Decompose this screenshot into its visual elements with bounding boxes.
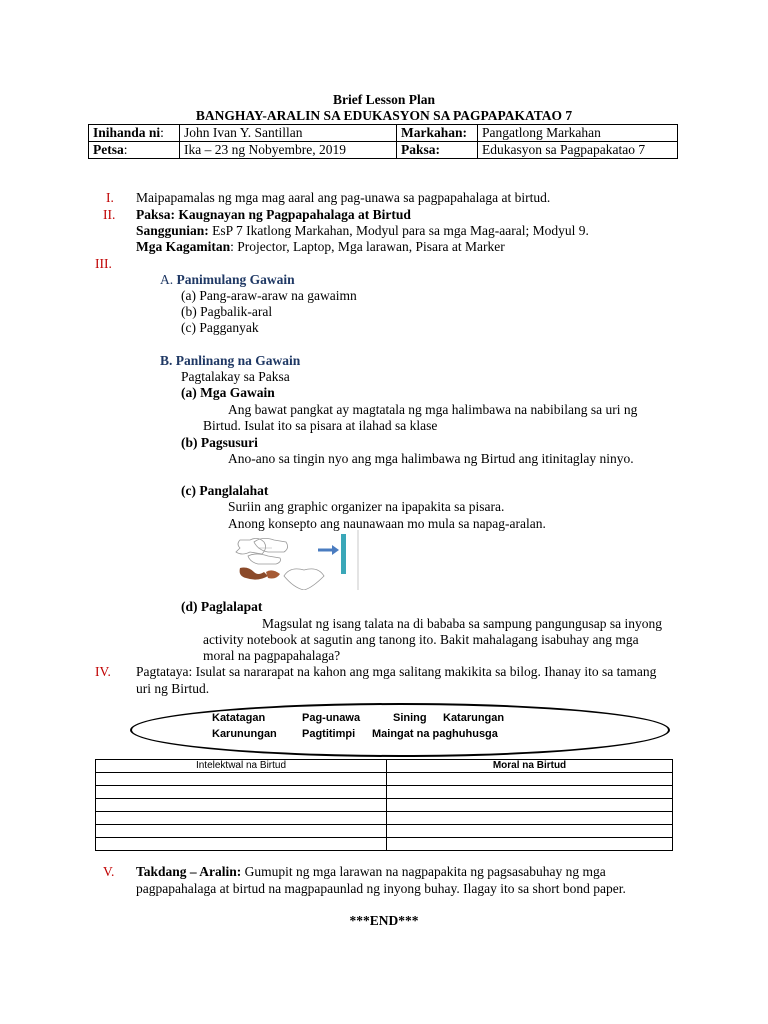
paksa-label: Paksa: — [397, 142, 478, 159]
moral-header: Moral na Birtud — [387, 760, 673, 773]
section-a-item: (b) Pagbalik-aral — [181, 304, 273, 319]
sanggunian-value: EsP 7 Ikatlong Markahan, Modyul para sa mga Mag-aaral; Modyul 9. — [208, 223, 589, 238]
section-b-intro: Pagtalakay sa Paksa — [181, 369, 290, 384]
paglalapat-text-1: Magsulat ng isang talata na di bababa sa sampung pangungusap sa inyong — [262, 616, 663, 631]
end-marker: ***END*** — [349, 913, 419, 928]
answer-cell[interactable] — [387, 825, 673, 838]
table-row — [96, 812, 673, 825]
graphic-organizer-image — [228, 530, 360, 590]
sanggunian-label: Sanggunian: — [136, 223, 209, 238]
sanggunian-line — [136, 223, 589, 239]
answer-cell[interactable] — [96, 786, 387, 799]
section-iv-text-1: Pagtataya: Isulat sa nararapat na kahon ang mga salitang makikita sa bilog. Ihanay ito sa tamang — [136, 664, 657, 679]
graphic-organizer-icon — [228, 530, 360, 590]
section-iv-number: IV. — [95, 664, 111, 679]
mga-gawain-text-1: Ang bawat pangkat ay magtatala ng mga halimbawa na nabibilang sa uri ng — [228, 402, 638, 417]
table-row — [96, 799, 673, 812]
section-b-heading — [160, 353, 300, 369]
document-subtitle: BANGHAY-ARALIN SA EDUKASYON SA PAGPAPAKATAO 7 — [195, 108, 573, 123]
markahan-label: Markahan: — [397, 125, 478, 142]
inihanda-value: John Ivan Y. Santillan — [180, 125, 397, 142]
document-title: Brief Lesson Plan — [332, 92, 435, 107]
panglalahat-text-2: Anong konsepto ang naunawaan mo mula sa napag-aralan. — [228, 516, 546, 531]
petsa-label: Petsa — [93, 142, 124, 157]
answer-cell[interactable] — [387, 812, 673, 825]
petsa-label-cell — [89, 142, 180, 159]
mga-gawain-label: (a) Mga Gawain — [181, 385, 275, 400]
section-i-number: I. — [106, 190, 114, 205]
word-bank-word: Maingat na paghuhusga — [372, 728, 498, 740]
section-a-item: (a) Pang-araw-araw na gawaimn — [181, 288, 357, 303]
section-iv-text-2: uri ng Birtud. — [136, 681, 210, 696]
word-bank-word: Katarungan — [443, 712, 505, 724]
answer-cell[interactable] — [96, 799, 387, 812]
paksa-value: Edukasyon sa Pagpapakatao 7 — [478, 142, 678, 159]
panglalahat-label: (c) Panglalahat — [181, 483, 269, 498]
answer-cell[interactable] — [387, 773, 673, 786]
section-b-letter: B. — [160, 353, 173, 368]
panglalahat-text-1: Suriin ang graphic organizer na ipapakita sa pisara. — [228, 499, 505, 514]
paglalapat-label: (d) Paglalapat — [181, 599, 263, 614]
table-row — [96, 838, 673, 851]
table-row — [96, 825, 673, 838]
section-ii-paksa: Paksa: Kaugnayan ng Pagpapahalaga at Birtud — [136, 207, 411, 222]
answer-cell[interactable] — [96, 838, 387, 851]
header-table — [88, 124, 678, 159]
section-b-title: Panlinang na Gawain — [175, 353, 301, 368]
petsa-value: Ika – 23 ng Nobyembre, 2019 — [180, 142, 397, 159]
takdang-aralin-text-2: pagpapahalaga at birtud na magpapaunlad ng inyong buhay. Ilagay ito sa short bond paper. — [136, 881, 626, 896]
markahan-value: Pangatlong Markahan — [478, 125, 678, 142]
paglalapat-text-2: activity notebook at sagutin ang tanong ito. Bakit mahalagang isabuhay ang mga — [203, 632, 639, 647]
kagamitan-label: Mga Kagamitan — [136, 239, 231, 254]
answer-cell[interactable] — [96, 773, 387, 786]
section-i-text: Maipapamalas ng mga mag aaral ang pag-unawa sa pagpapahalaga at birtud. — [136, 190, 551, 205]
mga-gawain-text-2: Birtud. Isulat ito sa pisara at ilahad sa klase — [203, 418, 438, 433]
word-bank-word: Karunungan — [212, 728, 277, 740]
answer-cell[interactable] — [96, 825, 387, 838]
answer-cell[interactable] — [387, 786, 673, 799]
word-bank-word: Pagtitimpi — [302, 728, 356, 740]
answer-cell[interactable] — [96, 812, 387, 825]
section-a-letter: A. — [160, 272, 174, 287]
section-v-number: V. — [103, 864, 115, 879]
petsa-colon: : — [123, 142, 128, 157]
section-a-title: Panimulang Gawain — [176, 272, 295, 287]
inihanda-label: Inihanda ni — [93, 125, 161, 140]
intelektwal-header: Intelektwal na Birtud — [96, 760, 387, 773]
kagamitan-line — [136, 239, 505, 255]
pagsusuri-text: Ano-ano sa tingin nyo ang mga halimbawa ng Birtud ang itinitaglay ninyo. — [228, 451, 634, 466]
inihanda-colon: : — [160, 125, 164, 140]
section-ii-number: II. — [103, 207, 116, 222]
section-a-heading — [160, 272, 295, 288]
table-row — [96, 773, 673, 786]
word-bank-word: Sining — [393, 712, 427, 724]
birtud-table — [95, 759, 673, 851]
paglalapat-text-3: moral na pagpapahalaga? — [203, 648, 341, 663]
word-bank-word: Katatagan — [212, 712, 266, 724]
answer-cell[interactable] — [387, 799, 673, 812]
pagsusuri-label: (b) Pagsusuri — [181, 435, 258, 450]
word-bank-word: Pag-unawa — [302, 712, 361, 724]
section-v-line-1 — [136, 864, 606, 880]
answer-cell[interactable] — [387, 838, 673, 851]
takdang-aralin-label: Takdang – Aralin: — [136, 864, 242, 879]
inihanda-label-cell — [89, 125, 180, 142]
section-iii-number: III. — [95, 256, 112, 271]
takdang-aralin-text-1: Gumupit ng mga larawan na nagpapakita ng pagsasabuhay ng mga — [241, 864, 606, 879]
kagamitan-value: : Projector, Laptop, Mga larawan, Pisara at Marker — [230, 239, 505, 254]
section-a-item: (c) Pagganyak — [181, 320, 259, 335]
table-row — [96, 786, 673, 799]
